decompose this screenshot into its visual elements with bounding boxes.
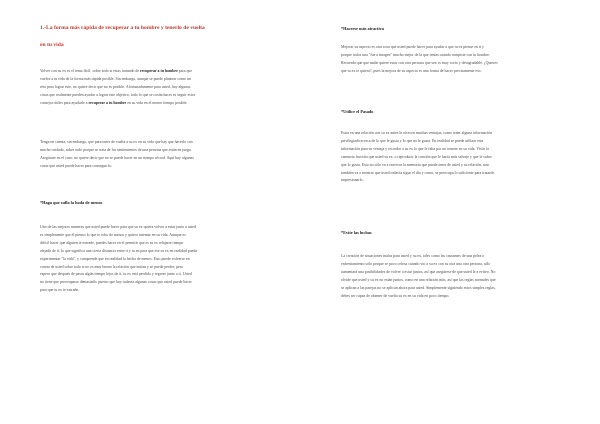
section-heading: *Hacerse más atractiva bbox=[341, 26, 384, 31]
section-heading: *Haga que sufla la hoda de menos bbox=[40, 200, 103, 205]
text-line: privilegiada acerca de lo que le gusta y lo que no le gusta. En realidad se puede utilizar esta bbox=[341, 138, 484, 143]
text-line: mucho cuidado, sobre todo porque se trata de los sentimientos de una persona que están en juego. bbox=[40, 147, 192, 152]
text-line: alejado de ti, lo que significa una cierta distancia entre ti y tu en para que ese su ex en realidad pueda bbox=[40, 248, 198, 253]
text-line: debes ser capaz de obtener de vuelta su ex en su vida en poco tiempo. bbox=[341, 293, 450, 298]
text-line: también va a mostrar que usted todavía sigue el día y como, se preocupa lo suficiente para tratarde bbox=[341, 170, 495, 175]
text-line: Volver con su ex es el tema fácil, sobre todo si estas tratando de recuperar a tu hombre para que bbox=[40, 69, 193, 73]
text-line: camiseta favorita que usted su ex, o reproducir la canción que le hacía más salvaje y que le subre bbox=[341, 154, 492, 159]
text-line: difícil hacer que alguien te extrañe, puedes hacer en el permitir que es su ex relajarte tiempo bbox=[40, 240, 184, 245]
text-line: porque todos una "fue a imagen" mucho mejor de la que tenías cuando rompiste con tu hombre. bbox=[341, 52, 490, 57]
text-line: que lo gusta. Esto no sólo va a reavivar la memoria que puede tener de usted y su relación, sino bbox=[341, 162, 490, 167]
paragraph-attractive bbox=[341, 44, 498, 76]
document-title-continued: en tu vida bbox=[40, 42, 64, 48]
text-line: enfrentamiento sólo porque se poco celosa cuando vio a su ex con su otra una otra persona, sólo bbox=[341, 261, 491, 266]
text-line: Uno de las mejores maneras que usted puede hacer para que su ex quiera volver a estar junto a usted bbox=[40, 225, 197, 229]
text-line: Estar en una relación con su ex antes le ofrecen muchas ventajas, como tener alguna información bbox=[341, 131, 493, 135]
text-line: información para su ventaja y recordar a su ex lo que le falta por no tenerte en su vida. Vistir la bbox=[341, 146, 489, 151]
text-line: cosas que realmente pueden ayudar a lograr este objetivo, todo lo que se cosita hacer es seguir estos bbox=[40, 92, 196, 97]
text-line: es simplemente que él pienso lo que te echo de menos y quiero intentar en su vida. Aunque es bbox=[40, 232, 186, 237]
text-line: consejos útiles para ayudarle a recuperar a tu hombre en su vida en el menor tiempo posible. bbox=[40, 100, 188, 105]
text-line: para que tu ex te extrañe. bbox=[40, 288, 80, 293]
section-heading: *Evite las luchas bbox=[341, 230, 372, 235]
section-heading: *Utilice el Pasado bbox=[341, 109, 374, 114]
text-line: cosas que usted puede hacer para conseguirlo: bbox=[40, 163, 112, 168]
text-line: no tiene que preocuparse demasiado, puesto que hay todavía algunas cosas que usted puede hacer bbox=[40, 280, 192, 285]
text-line: espero que después de pasar algún tiempo lejos de ti, tu ex está perdido y regrese junto a ti. Usted bbox=[40, 272, 192, 277]
paragraph-fights bbox=[341, 253, 496, 300]
text-line: Recuerda que que nadie quiere estar con otra persona que sea vs muy corto y desagradable. ¿Quieres bbox=[341, 60, 498, 65]
text-line: experimentar "la vida", y comprende que en realidad la hecha de menos. Esto puede volverse en bbox=[40, 256, 190, 261]
text-line: impresionarlo. bbox=[341, 178, 364, 183]
text-line: aumentará una posibilidades de volver a estar juntos, así que asegúrese de que usted le a eviteo. No bbox=[341, 269, 496, 274]
text-line: Asegúrate en el caso, no quiere decir que no se puede hacer en un tiempo récord. Aquí hay algunas bbox=[40, 155, 194, 160]
text-line: que tu ex te quiera?, pues la mejora de su aspecto es una forma de hacer precisamente eso. bbox=[341, 68, 482, 73]
text-line: Mejorar su aspecto es otra cosa que usted puede hacer para ayudar a que tu ex piense en ti y bbox=[341, 45, 484, 49]
paragraph-intro bbox=[40, 68, 195, 108]
text-line: La creación de situaciones malas para usted y su ex, tales como las causantes de una pelea o bbox=[341, 254, 485, 258]
text-line: vuelva a tu vida de la forma más rápida posible. Sin embargo, aunque se puede plantear como un bbox=[40, 76, 191, 81]
text-line: contra de usted sobre todo si no es muy buena la relación que tenían y se puede perder, pero bbox=[40, 264, 183, 269]
text-line: Tenga en cuenta, sin embargo, que para tener de vuelta a su ex en su vida que hay que hacerlo con bbox=[40, 140, 193, 144]
paragraph-caution bbox=[40, 139, 194, 171]
paragraph-past bbox=[341, 130, 494, 185]
paragraph-miss-you bbox=[40, 224, 197, 295]
text-line: se aplican a las parejas no se aplican ahora para usted. Simplemente siguiendo estos simples reglas, bbox=[341, 285, 496, 290]
document-title: 1.-La forma más rápida de recuperar a tu hombre y tenerlo de vuelta bbox=[40, 25, 205, 31]
text-line: reto para lograr este, no quiere decir que no es posible. Afortunadamente para usted, hay algunas bbox=[40, 84, 191, 89]
text-line: olvide que usted y su ex no están juntos, como en una relación más, así que las reglas normales que bbox=[341, 277, 496, 282]
